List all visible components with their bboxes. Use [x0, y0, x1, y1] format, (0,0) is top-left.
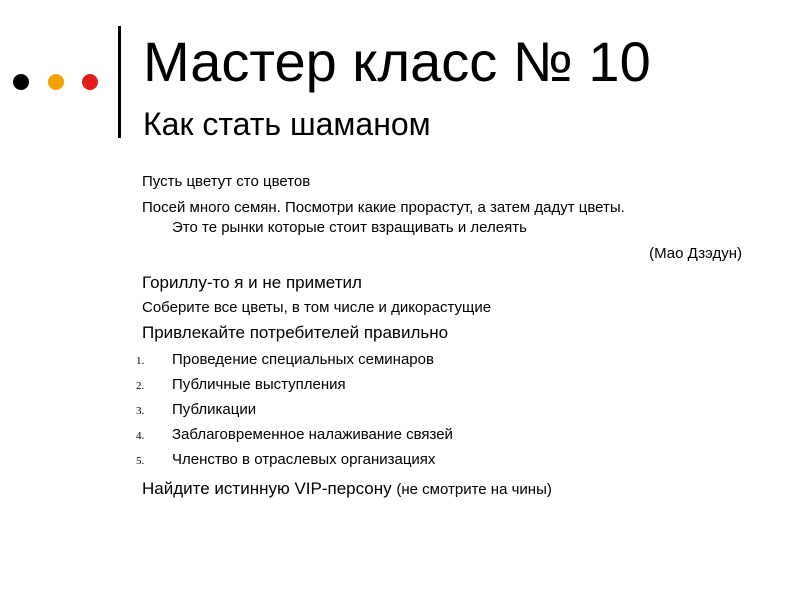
vip-person-note: (не смотрите на чины): [396, 481, 552, 498]
title-divider-line: [118, 26, 121, 138]
list-item: [136, 350, 762, 370]
slide-body: [136, 172, 762, 501]
list-item-text: Заблаговременное налаживание связей: [172, 426, 453, 443]
paragraph-collect-flowers: Соберите все цветы, в том числе и дикорастущие: [142, 299, 492, 316]
slide-subtitle: Как стать шаманом: [143, 106, 431, 142]
list-number: 3.: [136, 405, 145, 417]
slide-title: Мастер класс № 10: [143, 30, 651, 93]
list-item: [136, 375, 762, 395]
vip-person-main-text: Найдите истинную VIP-персону: [142, 479, 392, 498]
paragraph-seeds-line1: Посей много семян. Посмотри какие прорастут, а затем дадут цветы.: [142, 199, 625, 216]
paragraph-seeds-line2: Это те рынки которые стоит взращивать и лелеять: [172, 219, 527, 236]
list-item-text: Публикации: [172, 401, 257, 418]
list-number: 2.: [136, 380, 145, 392]
list-number: 4.: [136, 430, 145, 442]
list-item: [136, 425, 762, 445]
black-dot-decoration: [13, 74, 29, 90]
list-number: 5.: [136, 455, 145, 467]
paragraph-gorilla: Гориллу-то я и не приметил: [142, 273, 362, 292]
red-dot-decoration: [82, 74, 98, 90]
list-item-text: Публичные выступления: [172, 376, 346, 393]
list-number: 1.: [136, 355, 145, 367]
quote-attribution: (Мао Дзэдун): [649, 245, 742, 262]
paragraph-attract-consumers: Привлекайте потребителей правильно: [142, 323, 449, 342]
list-item: [136, 400, 762, 420]
list-item-text: Членство в отраслевых организациях: [172, 451, 436, 468]
orange-dot-decoration: [48, 74, 64, 90]
numbered-list: [136, 350, 762, 470]
list-item-text: Проведение специальных семинаров: [172, 351, 434, 368]
paragraph-vip-person: [142, 478, 762, 501]
paragraph-flowers: Пусть цветут сто цветов: [142, 173, 311, 190]
list-item: [136, 450, 762, 470]
